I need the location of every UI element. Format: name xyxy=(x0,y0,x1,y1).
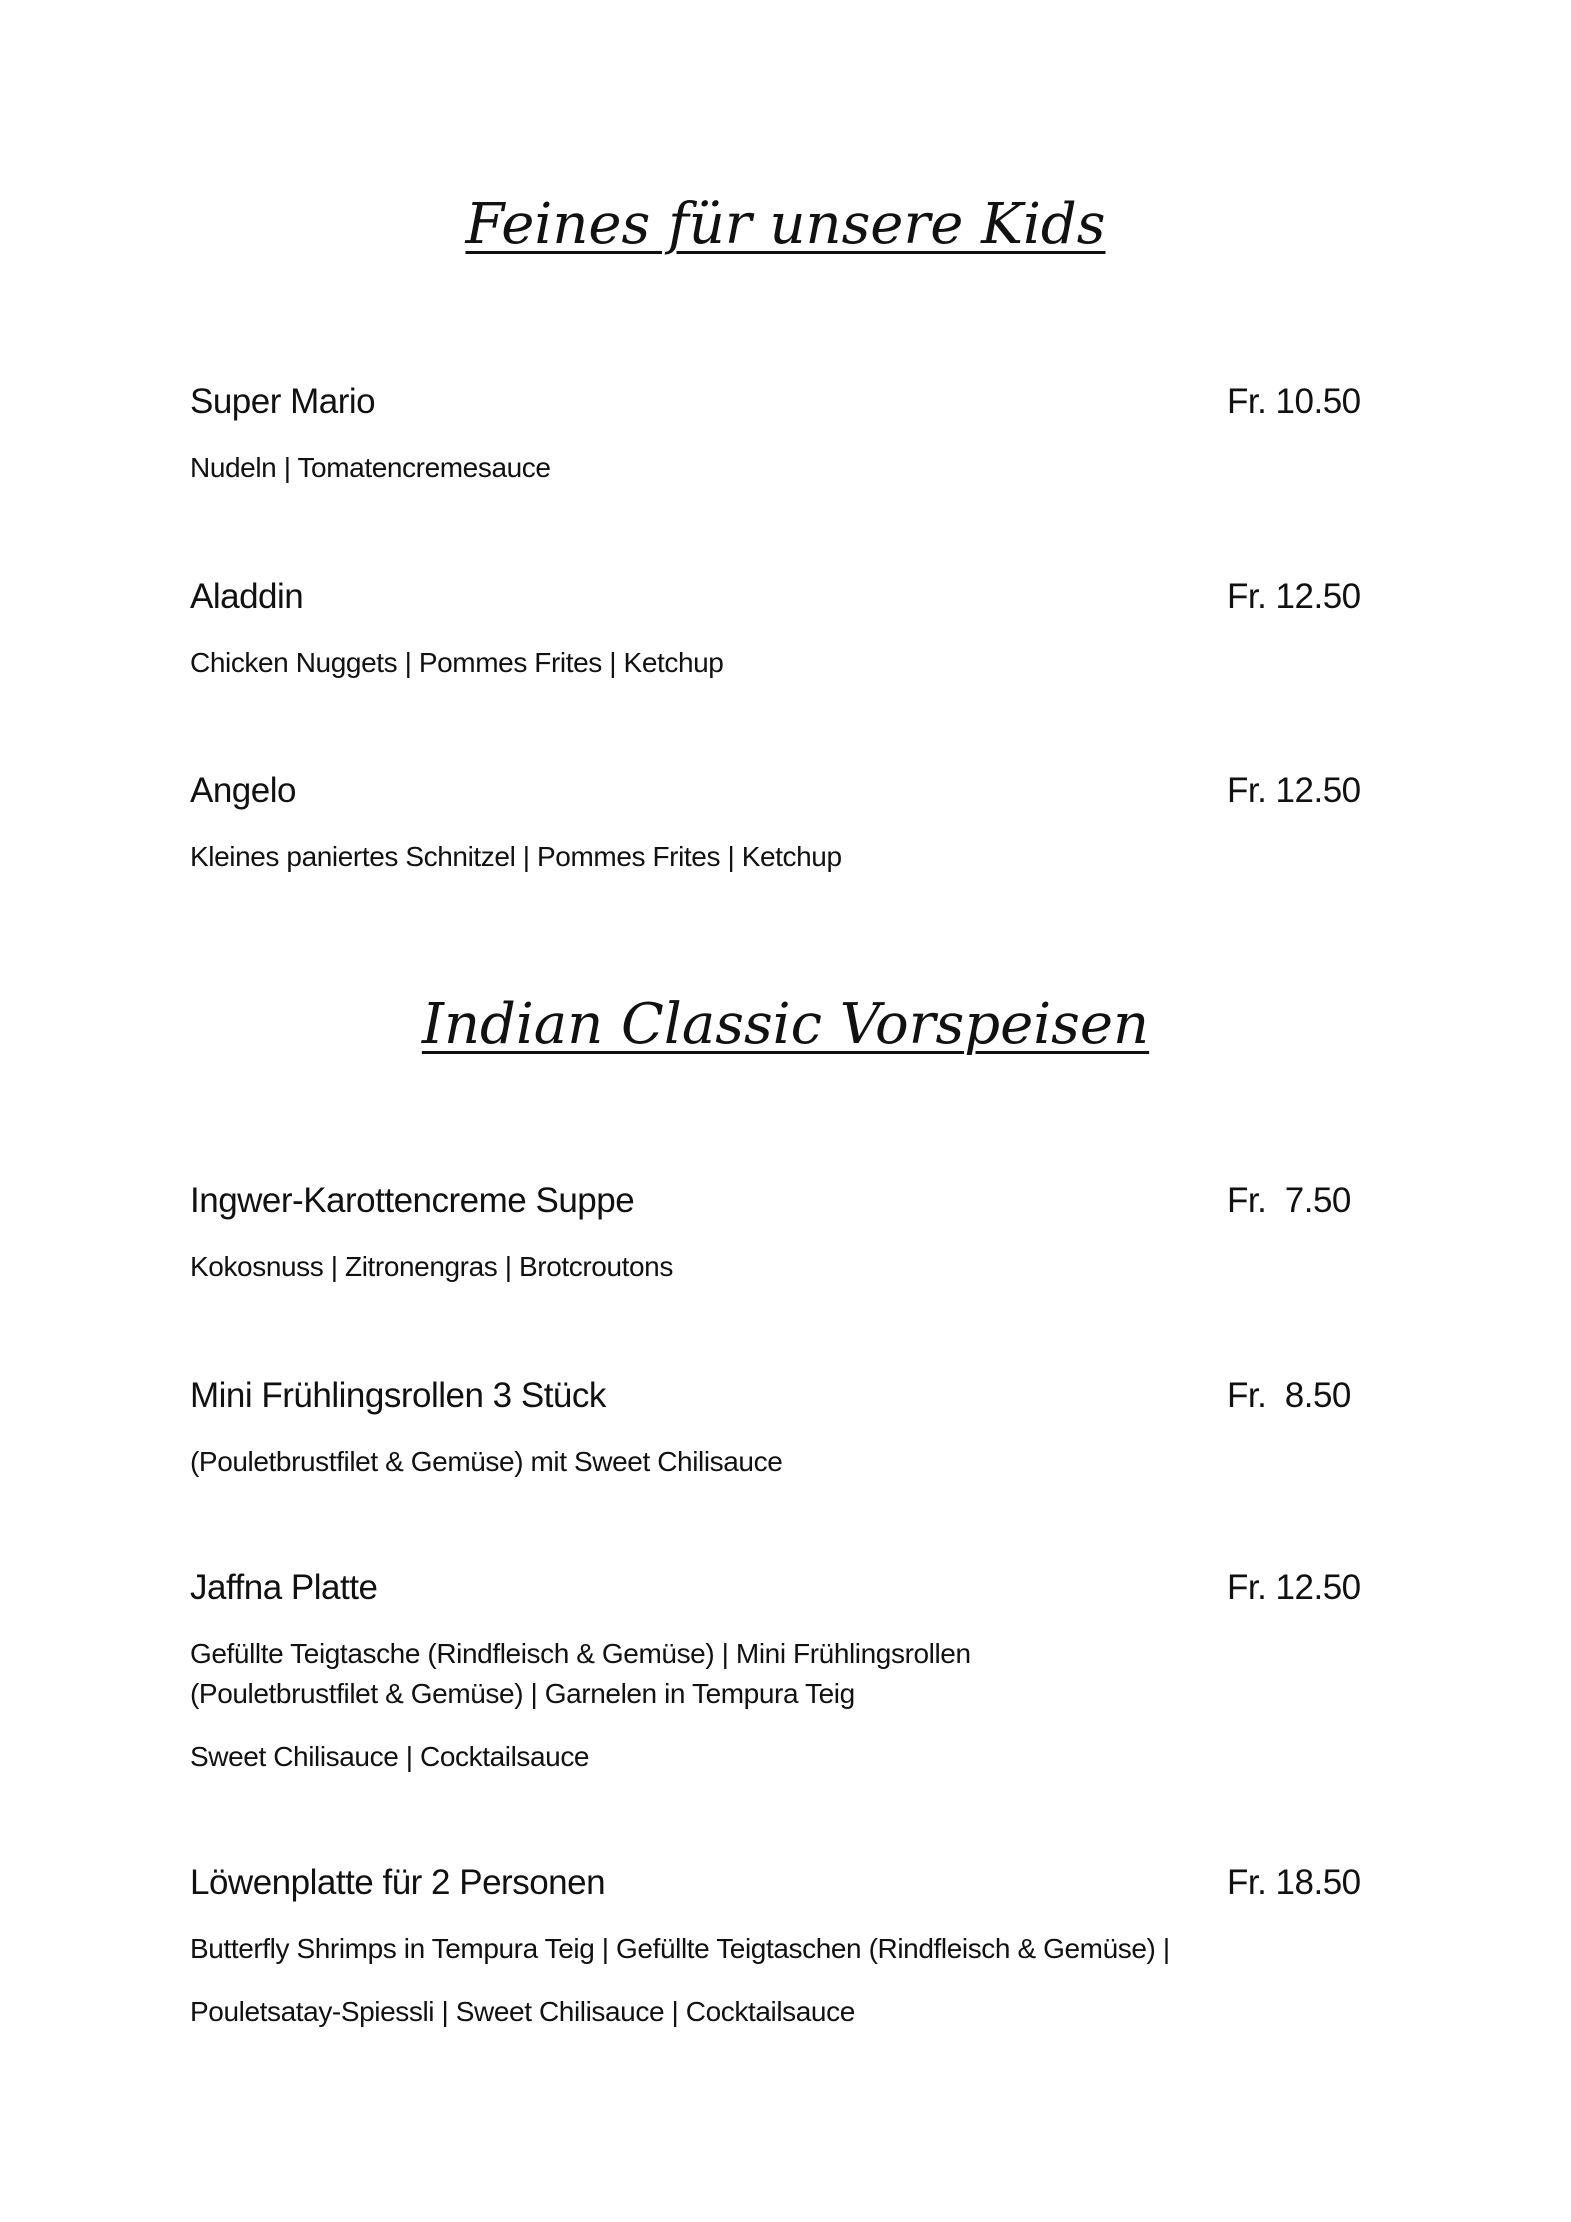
item-name: Super Mario xyxy=(190,382,376,421)
item-price: Fr. 12.50 xyxy=(1227,577,1361,616)
section-title-kids xyxy=(0,190,1571,260)
item-name: Jaffna Platte xyxy=(190,1568,378,1607)
item-description-line-2: (Pouletbrustfilet & Gemüse) | Garnelen in Tempura Teig xyxy=(190,1678,855,1709)
item-description-line-1: Butterfly Shrimps in Tempura Teig | Gefüllte Teigtaschen (Rindfleisch & Gemüse) | xyxy=(190,1933,1170,1964)
item-price: Fr. 12.50 xyxy=(1227,771,1361,810)
item-price: Fr. 10.50 xyxy=(1227,382,1361,421)
item-name: Angelo xyxy=(190,771,296,810)
item-description: Chicken Nuggets | Pommes Frites | Ketchup xyxy=(190,647,724,678)
item-name: Ingwer-Karottencreme Suppe xyxy=(190,1181,635,1220)
item-name: Löwenplatte für 2 Personen xyxy=(190,1863,606,1902)
item-name: Mini Frühlingsrollen 3 Stück xyxy=(190,1376,606,1415)
item-description: Nudeln | Tomatencremesauce xyxy=(190,452,551,483)
item-name: Aladdin xyxy=(190,577,304,616)
item-description: Kokosnuss | Zitronengras | Brotcroutons xyxy=(190,1251,673,1282)
item-description: Kleines paniertes Schnitzel | Pommes Frites | Ketchup xyxy=(190,841,842,872)
item-price: Fr. 7.50 xyxy=(1227,1181,1351,1220)
item-price: Fr. 18.50 xyxy=(1227,1863,1361,1902)
item-description-line-2: Pouletsatay-Spiessli | Sweet Chilisauce | Cocktailsauce xyxy=(190,1996,855,2027)
item-description-line-1: Gefüllte Teigtasche (Rindfleisch & Gemüse) | Mini Frühlingsrollen xyxy=(190,1638,971,1669)
item-price: Fr. 8.50 xyxy=(1227,1376,1351,1415)
section-title-starters xyxy=(0,990,1571,1060)
item-price: Fr. 12.50 xyxy=(1227,1568,1361,1607)
section-title-starters-text: Indian Classic Vorspeisen xyxy=(421,992,1150,1057)
item-description: (Pouletbrustfilet & Gemüse) mit Sweet Chilisauce xyxy=(190,1446,783,1477)
section-title-kids-text: Feines für unsere Kids xyxy=(465,192,1106,257)
item-description-line-3: Sweet Chilisauce | Cocktailsauce xyxy=(190,1741,590,1772)
